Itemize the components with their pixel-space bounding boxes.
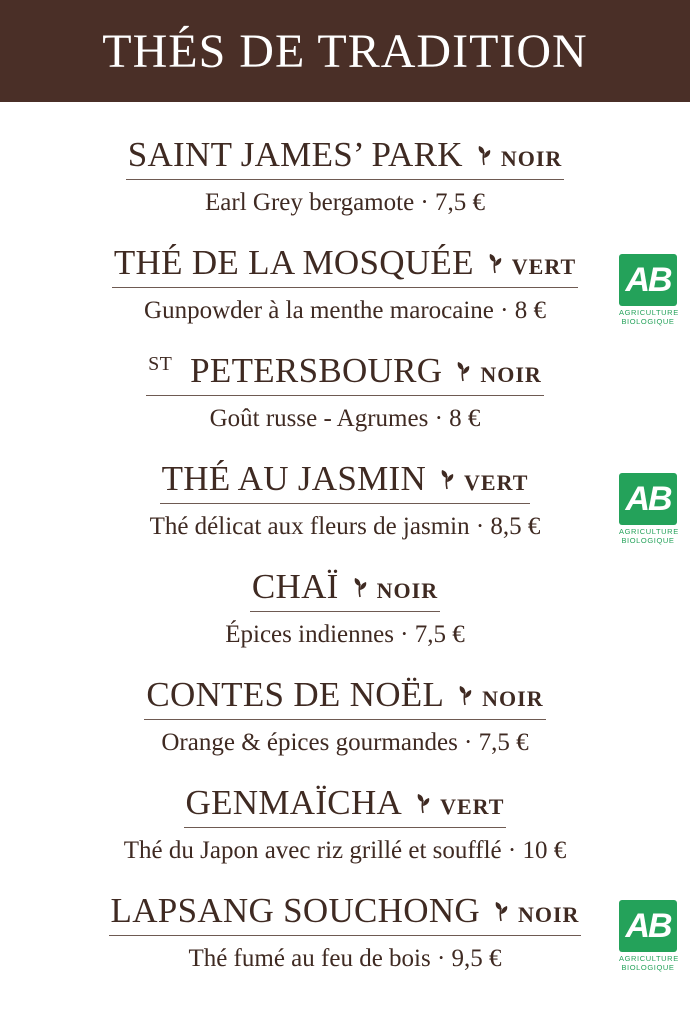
ab-logo-icon: AB (619, 900, 677, 952)
menu-item-title (109, 892, 582, 936)
menu-item (0, 658, 690, 766)
leaf-icon (351, 576, 369, 598)
tea-description: Thé délicat aux fleurs de jasmin · 8,5 € (149, 513, 541, 540)
tea-type: NOIR (517, 902, 580, 927)
leaf-icon (486, 252, 504, 274)
tea-name: THÉ AU JASMIN (161, 459, 427, 498)
tea-menu-list (0, 118, 690, 982)
tea-name: CONTES DE NOËL (146, 675, 445, 714)
tea-type: VERT (464, 470, 529, 495)
tea-name: CHAÏ (251, 567, 339, 606)
organic-badge: AB AGRICULTURE BIOLOGIQUE (619, 254, 677, 326)
organic-badge: AB AGRICULTURE BIOLOGIQUE (619, 900, 677, 972)
menu-item (0, 550, 690, 658)
page-title: THÉS DE TRADITION (102, 24, 588, 78)
tea-name: LAPSANG SOUCHONG (110, 891, 480, 930)
tea-description: Thé du Japon avec riz grillé et soufflé · 10 € (123, 837, 567, 864)
menu-item (0, 442, 690, 550)
tea-type: NOIR (480, 362, 542, 387)
ab-logo-icon: AB (619, 254, 677, 306)
menu-item-title (184, 784, 507, 828)
tea-description: Gunpowder à la menthe marocaine · 8 € (144, 297, 546, 324)
tea-name: SAINT JAMES’ PARK (127, 135, 463, 174)
ab-logo-icon: AB (619, 473, 677, 525)
tea-name: GENMAÏCHA (185, 783, 403, 822)
tea-type: VERT (511, 254, 577, 279)
menu-item (0, 118, 690, 226)
leaf-icon (475, 144, 493, 166)
tea-type: NOIR (500, 146, 563, 171)
tea-description: Thé fumé au feu de bois · 9,5 € (188, 945, 502, 972)
tea-description: Orange & épices gourmandes · 7,5 € (161, 729, 529, 756)
menu-item (0, 766, 690, 874)
tea-type: NOIR (376, 578, 439, 603)
menu-item (0, 334, 690, 442)
menu-item-title (112, 244, 578, 288)
menu-item-title (160, 460, 531, 504)
leaf-icon (414, 792, 432, 814)
tea-description: Goût russe - Agrumes · 8 € (209, 405, 481, 432)
menu-item (0, 226, 690, 334)
page-header (0, 0, 690, 102)
tea-name: $^{ST}$ PETERSBOURG (148, 351, 443, 390)
leaf-icon (456, 684, 474, 706)
tea-description: Earl Grey bergamote · 7,5 € (205, 189, 485, 216)
tea-name-prefix: ST (148, 353, 173, 375)
tea-type: NOIR (482, 686, 544, 711)
menu-item-title (144, 676, 545, 720)
menu-item-title (250, 568, 440, 612)
leaf-icon (454, 360, 472, 382)
leaf-icon (492, 900, 510, 922)
tea-description: Épices indiennes · 7,5 € (225, 621, 465, 648)
menu-item-title (126, 136, 565, 180)
tea-name: THÉ DE LA MOSQUÉE (113, 243, 474, 282)
menu-item-title (146, 345, 544, 396)
menu-item (0, 874, 690, 982)
tea-type: VERT (440, 794, 505, 819)
organic-badge: AB AGRICULTURE BIOLOGIQUE (619, 473, 677, 545)
leaf-icon (438, 468, 456, 490)
